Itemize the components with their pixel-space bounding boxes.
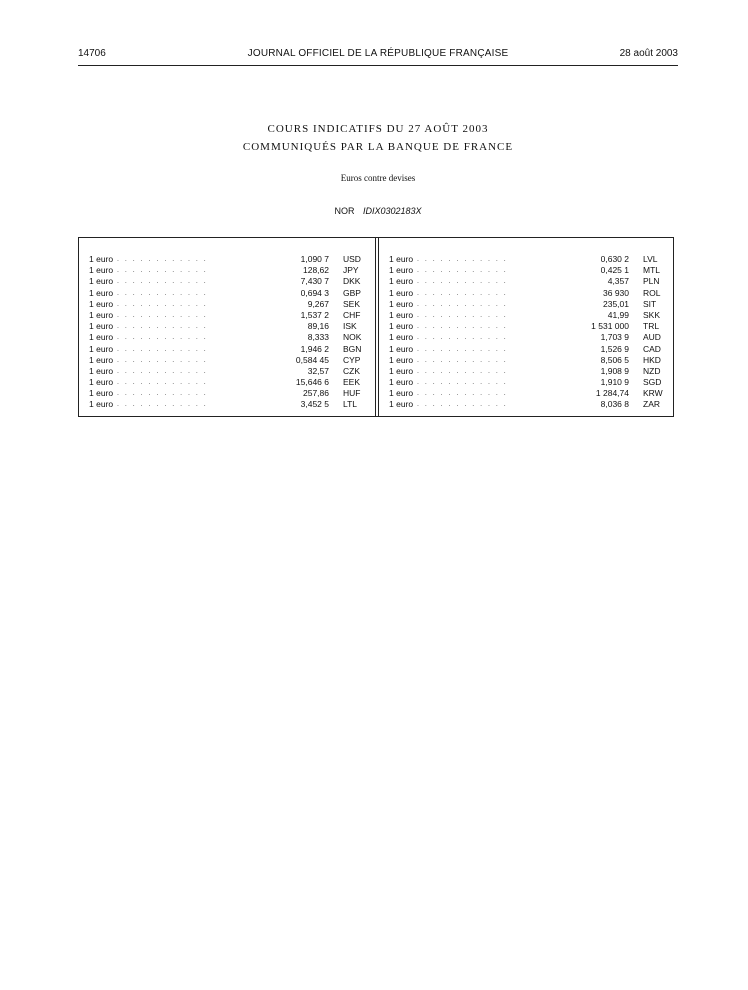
rate-value: 4,357 [607,276,629,287]
leader-dots: . . . . . . . . . . . . [117,267,208,275]
rate-row [389,288,669,299]
rate-value: 7,430 7 [300,276,329,287]
currency-code: BGN [343,343,362,354]
rate-row [89,321,369,332]
rate-label: 1 euro [389,365,414,376]
currency-code: LVL [643,254,658,264]
rate-value: 1,910 9 [600,377,629,388]
leader-dots: . . . . . . . . . . . . [117,379,208,387]
currency-code: DKK [343,276,361,287]
rate-label: 1 euro [389,265,414,276]
leader-dots: . . . . . . . . . . . . [117,311,208,319]
rate-label: 1 euro [389,377,414,388]
column-divider [375,238,376,416]
currency-code: GBP [343,287,361,298]
currency-code: HUF [343,388,361,399]
rate-row [389,399,669,410]
rate-value: 1,090 7 [300,254,329,264]
rate-label: 1 euro [89,377,114,388]
rate-label: 1 euro [89,332,114,343]
rate-row [389,355,669,366]
rate-label: 1 euro [89,298,114,309]
rate-label: 1 euro [89,388,114,399]
rate-value: 15,646 6 [295,377,329,388]
rate-row [89,377,369,388]
document-title-line2: COMMUNIQUÉS PAR LA BANQUE DE FRANCE [242,141,514,153]
rate-value: 1,537 2 [300,309,329,320]
leader-dots: . . . . . . . . . . . . [117,345,208,353]
currency-code: CHF [343,309,361,320]
rate-value: 0,425 1 [600,265,629,276]
rate-row [389,344,669,355]
currency-code: JPY [343,265,359,276]
rate-value: 1,703 9 [600,332,629,343]
rate-value: 0,630 2 [600,254,629,264]
leader-dots: . . . . . . . . . . . . [117,367,208,375]
leader-dots: . . . . . . . . . . . . [117,256,208,263]
leader-dots: . . . . . . . . . . . . [117,323,208,331]
currency-code: NZD [643,365,661,376]
currency-code: HKD [643,354,661,365]
rate-value: 257,86 [303,388,329,399]
journal-title: JOURNAL OFFICIEL DE LA RÉPUBLIQUE FRANÇAISE [247,48,509,59]
leader-dots: . . . . . . . . . . . . [417,379,508,387]
rate-label: 1 euro [89,343,114,354]
rate-label: 1 euro [89,254,114,264]
currency-code: TRL [643,321,660,332]
nor-reference [78,206,678,216]
rate-label: 1 euro [89,399,114,410]
leader-dots: . . . . . . . . . . . . [117,356,208,364]
leader-dots: . . . . . . . . . . . . [117,289,208,297]
leader-dots: . . . . . . . . . . . . [417,311,508,319]
rate-row [389,265,669,276]
rate-row [89,276,369,287]
rate-value: 9,267 [307,298,329,309]
currency-code: CAD [643,343,661,354]
rate-value: 3,452 5 [300,399,329,410]
rate-row [89,288,369,299]
rate-label: 1 euro [89,365,114,376]
leader-dots: . . . . . . . . . . . . [417,356,508,364]
document-subtitle: Euros contre devises [340,173,416,183]
rate-value: 89,16 [307,321,329,332]
rates-right-column [389,254,669,411]
rate-value: 1,946 2 [300,343,329,354]
rate-label: 1 euro [389,276,414,287]
rate-value: 8,333 [307,332,329,343]
rate-row [89,388,369,399]
rate-label: 1 euro [89,287,114,298]
currency-code: ISK [343,321,357,332]
page-header [78,48,678,64]
rate-row [89,299,369,310]
rate-row [389,310,669,321]
rate-row [89,310,369,321]
rate-value: 128,62 [303,265,329,276]
rate-row [389,299,669,310]
rate-row [89,399,369,410]
leader-dots: . . . . . . . . . . . . [417,390,508,398]
rate-value: 235,01 [603,298,629,309]
leader-dots: . . . . . . . . . . . . [117,334,208,342]
nor-label: NOR [334,206,355,216]
rate-row [389,377,669,388]
leader-dots: . . . . . . . . . . . . [417,256,508,263]
rate-label: 1 euro [89,354,114,365]
document-title: COURS INDICATIFS DU 27 AOÛT 2003 [267,123,489,135]
rate-value: 8,036 8 [600,399,629,410]
rate-label: 1 euro [389,254,414,264]
header-rule [78,65,678,66]
rate-value: 0,694 3 [300,287,329,298]
rate-label: 1 euro [389,388,414,399]
leader-dots: . . . . . . . . . . . . [417,278,508,286]
rate-label: 1 euro [389,298,414,309]
currency-code: KRW [643,388,663,399]
currency-code: ROL [643,287,661,298]
rate-value: 1,526 9 [600,343,629,354]
rate-value: 1,908 9 [600,365,629,376]
currency-code: CZK [343,365,360,376]
issue-date: 28 août 2003 [619,48,678,59]
leader-dots: . . . . . . . . . . . . [117,401,208,409]
leader-dots: . . . . . . . . . . . . [117,390,208,398]
currency-code: EEK [343,377,361,388]
leader-dots: . . . . . . . . . . . . [417,300,508,308]
leader-dots: . . . . . . . . . . . . [417,323,508,331]
rate-value: 1 531 000 [591,321,629,332]
rate-label: 1 euro [89,321,114,332]
currency-code: SKK [643,309,661,320]
currency-code: AUD [643,332,661,343]
leader-dots: . . . . . . . . . . . . [417,401,508,409]
rate-value: 1 284,74 [595,388,629,399]
currency-code: ZAR [643,399,660,410]
rate-value: 36 930 [603,287,629,298]
currency-code: NOK [343,332,362,343]
rate-row [89,332,369,343]
currency-code: SEK [343,298,361,309]
rate-value: 41,99 [607,309,629,320]
rate-row [89,355,369,366]
currency-code: LTL [343,399,358,410]
rate-value: 32,57 [307,365,329,376]
page-number: 14706 [78,48,106,59]
leader-dots: . . . . . . . . . . . . [417,267,508,275]
leader-dots: . . . . . . . . . . . . [417,289,508,297]
rate-label: 1 euro [389,332,414,343]
rate-value: 8,506 5 [600,354,629,365]
nor-code: IDIX0302183X [362,206,422,216]
rate-value: 0,584 45 [295,354,329,365]
leader-dots: . . . . . . . . . . . . [417,367,508,375]
leader-dots: . . . . . . . . . . . . [417,334,508,342]
rates-left-column [89,254,369,411]
currency-code: CYP [343,354,361,365]
currency-code: SGD [643,377,662,388]
rate-row [89,254,369,265]
rate-label: 1 euro [389,354,414,365]
rate-label: 1 euro [389,287,414,298]
leader-dots: . . . . . . . . . . . . [117,278,208,286]
leader-dots: . . . . . . . . . . . . [117,300,208,308]
rate-row [89,366,369,377]
currency-code: MTL [643,265,660,276]
rate-label: 1 euro [389,399,414,410]
rate-row [389,388,669,399]
currency-code: USD [343,254,361,264]
rate-row [389,366,669,377]
rate-row [389,332,669,343]
currency-code: PLN [643,276,660,287]
column-divider [378,238,379,416]
rate-row [389,254,669,265]
rate-label: 1 euro [89,276,114,287]
currency-code: SIT [643,298,657,309]
rate-row [389,276,669,287]
rate-row [89,265,369,276]
rate-label: 1 euro [389,343,414,354]
rate-row [389,321,669,332]
rate-label: 1 euro [89,265,114,276]
leader-dots: . . . . . . . . . . . . [417,345,508,353]
rate-row [89,344,369,355]
rate-label: 1 euro [389,321,414,332]
rate-label: 1 euro [389,309,414,320]
exchange-rate-table [78,237,674,417]
rate-label: 1 euro [89,309,114,320]
